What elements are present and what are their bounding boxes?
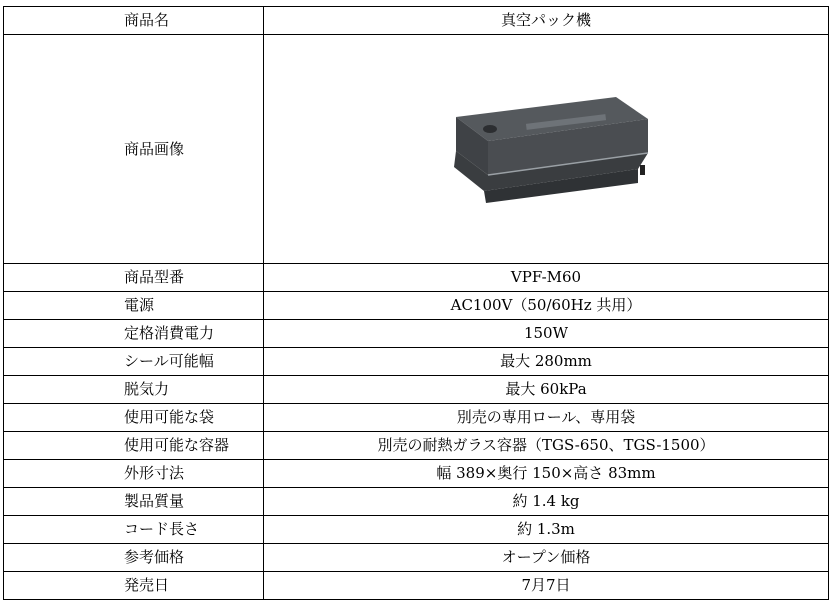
label-cord-length: コード長さ [4,516,264,544]
product-image-cell [264,35,829,264]
label-seal-width: シール可能幅 [4,348,264,376]
label-suction-force: 脱気力 [4,376,264,404]
label-weight: 製品質量 [4,488,264,516]
table-row [4,320,829,348]
vacuum-sealer-image [426,79,666,219]
label-compatible-bags: 使用可能な袋 [4,404,264,432]
table-row [4,7,829,35]
table-row [4,404,829,432]
label-rated-power: 定格消費電力 [4,320,264,348]
value-seal-width: 最大 280mm [264,348,829,376]
value-product-name: 真空パック機 [264,7,829,35]
value-release-date: 7月7日 [264,572,829,600]
value-dimensions: 幅 389×奥行 150×高さ 83mm [264,460,829,488]
label-product-name: 商品名 [4,7,264,35]
label-reference-price: 参考価格 [4,544,264,572]
table-row [4,376,829,404]
value-cord-length: 約 1.3m [264,516,829,544]
table-row [4,292,829,320]
table-row [4,432,829,460]
value-weight: 約 1.4 kg [264,488,829,516]
value-compatible-containers: 別売の耐熱ガラス容器（TGS-650、TGS-1500） [264,432,829,460]
value-rated-power: 150W [264,320,829,348]
table-row [4,264,829,292]
table-row [4,488,829,516]
label-power-source: 電源 [4,292,264,320]
value-reference-price: オープン価格 [264,544,829,572]
label-product-image: 商品画像 [4,35,264,264]
product-spec-table [3,6,829,600]
table-row [4,516,829,544]
label-compatible-containers: 使用可能な容器 [4,432,264,460]
table-row [4,35,829,264]
table-row [4,544,829,572]
value-compatible-bags: 別売の専用ロール、専用袋 [264,404,829,432]
table-row [4,572,829,600]
value-model-number: VPF-M60 [264,264,829,292]
label-dimensions: 外形寸法 [4,460,264,488]
label-model-number: 商品型番 [4,264,264,292]
table-row [4,348,829,376]
value-power-source: AC100V（50/60Hz 共用） [264,292,829,320]
label-release-date: 発売日 [4,572,264,600]
table-row [4,460,829,488]
value-suction-force: 最大 60kPa [264,376,829,404]
